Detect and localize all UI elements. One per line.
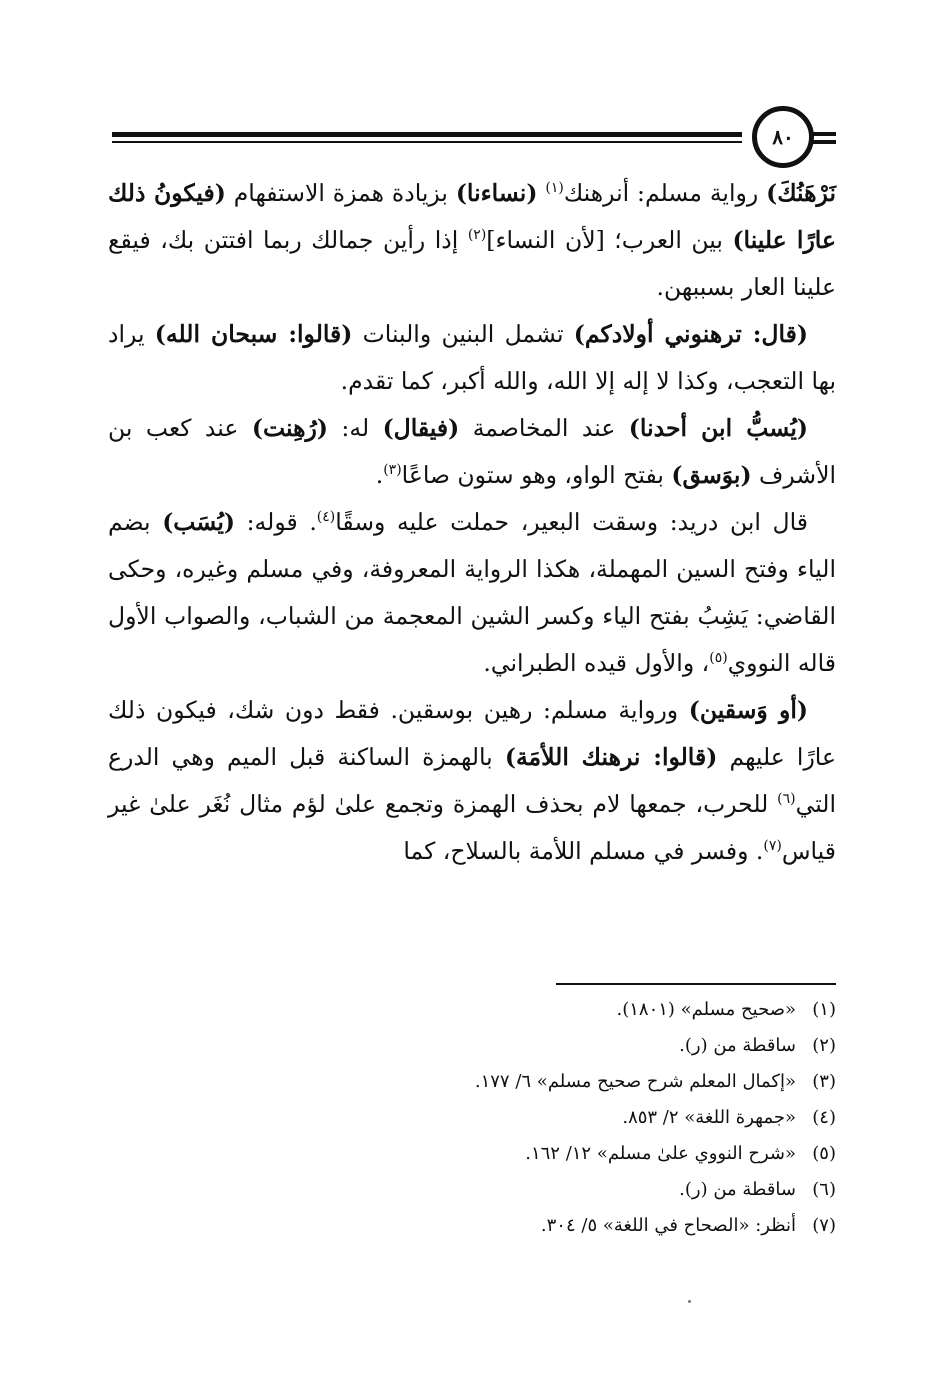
footnote-ref: (٢) bbox=[467, 227, 487, 244]
page-header bbox=[112, 106, 836, 166]
footnote bbox=[108, 1172, 836, 1208]
footnote bbox=[108, 1136, 836, 1172]
text-run: بين العرب؛ [لأن النساء] bbox=[486, 226, 733, 254]
footnote-text: «جمهرة اللغة» ٢/ ٨٥٣. bbox=[622, 1107, 796, 1128]
footnote-text: ساقطة من (ر). bbox=[679, 1179, 796, 1200]
text-run: ، والأول قيده الطبراني. bbox=[483, 649, 710, 677]
footnote-number: (٧) bbox=[812, 1215, 836, 1236]
footnote bbox=[108, 1208, 836, 1244]
page-number: ٨٠ bbox=[752, 106, 814, 168]
footnote-ref: (٥) bbox=[709, 650, 728, 667]
header-thin-rule bbox=[112, 141, 742, 143]
footnote-number: (٤) bbox=[812, 1107, 836, 1128]
footnote-ref: (١) bbox=[545, 180, 564, 197]
text-run: . قوله: bbox=[235, 508, 317, 536]
footnote bbox=[108, 1064, 836, 1100]
page-speck bbox=[688, 1300, 691, 1303]
footnote-number: (٥) bbox=[812, 1143, 836, 1164]
text-run: للحرب، جمعها لام بحذف الهمزة وتجمع علىٰ لؤم مثال نُغَر علىٰ غير قياس bbox=[108, 790, 836, 865]
footnote bbox=[108, 992, 836, 1028]
bold-phrase: (فيقال) bbox=[382, 414, 460, 442]
text-run: بضم الياء وفتح السين المهملة، هكذا الرواية المعروفة، وفي مسلم وغيره، وحكى القاضي: يَشِبُ بفتح الياء وكسر الشين المعجمة من الشباب، والصواب الأول قاله النووي bbox=[108, 508, 836, 677]
footnote-ref: (٤) bbox=[316, 509, 336, 526]
text-run: . وفسر في مسلم اللأمة بالسلاح، كما bbox=[403, 837, 764, 865]
bold-phrase: (فيكونُ ذلك عارًا علينا) bbox=[108, 179, 836, 254]
footnote-ref: (٦) bbox=[777, 791, 796, 808]
bold-phrase: (رُهِنت) bbox=[251, 414, 328, 442]
footnote-text: أنظر: «الصحاح في اللغة» ٥/ ٣٠٤. bbox=[540, 1215, 796, 1236]
text-run: له: bbox=[327, 414, 383, 442]
text-run: قال ابن دريد: وسقت البعير، حملت عليه وسقًا bbox=[335, 508, 808, 536]
bold-phrase: (أو وَسقين) bbox=[688, 696, 808, 724]
bold-phrase: (يُسَب) bbox=[162, 508, 236, 536]
footnote-number: (١) bbox=[812, 999, 836, 1020]
text-run: بفتح الواو، وهو ستون صاعًا bbox=[401, 461, 672, 489]
footnote-ref: (٧) bbox=[763, 838, 782, 855]
text-run: ورواية مسلم: رهين بوسقين. فقط دون شك، فيكون ذلك عارًا عليهم bbox=[108, 696, 836, 771]
paragraph bbox=[108, 405, 836, 499]
bold-phrase: (بوَسق) bbox=[671, 461, 752, 489]
footnote-text: ساقطة من (ر). bbox=[679, 1035, 796, 1056]
bold-phrase: (يُسبُّ ابن أحدنا) bbox=[628, 414, 808, 442]
bold-phrase: (قالوا: نرهنك اللأمَة) bbox=[504, 743, 718, 771]
paragraph bbox=[108, 311, 836, 405]
bold-phrase: (قال: ترهنوني أولادكم) bbox=[573, 320, 808, 348]
footnote-text: «صحيح مسلم» (١٨٠١). bbox=[616, 999, 796, 1020]
footnote-number: (٦) bbox=[812, 1179, 836, 1200]
text-run: إذا رأين جمالك ربما افتتن بك، فيقع علينا العار بسببهن. bbox=[108, 226, 836, 301]
bold-phrase: نَرْهَنُكَ) bbox=[766, 179, 836, 207]
bold-phrase: (نساءنا) bbox=[455, 179, 538, 207]
footnote bbox=[108, 1100, 836, 1136]
paragraph bbox=[108, 170, 836, 311]
text-run: . bbox=[375, 461, 384, 489]
footnotes bbox=[108, 992, 836, 1244]
header-thick-rule bbox=[112, 132, 742, 137]
paragraph bbox=[108, 687, 836, 875]
paragraph bbox=[108, 499, 836, 687]
text-run: عند كعب بن الأشرف bbox=[108, 414, 836, 489]
footnote-number: (٢) bbox=[812, 1035, 836, 1056]
footnote-number: (٣) bbox=[812, 1071, 836, 1092]
text-run: تشمل البنين والبنات bbox=[352, 320, 574, 348]
text-run: عند المخاصمة bbox=[459, 414, 629, 442]
footnote-ref: (٣) bbox=[383, 462, 402, 479]
text-run: بالهمزة الساكنة قبل الميم وهي الدرع التي bbox=[108, 743, 836, 818]
footnote bbox=[108, 1028, 836, 1064]
text-run: يراد بها التعجب، وكذا لا إله إلا الله، والله أكبر، كما تقدم. bbox=[108, 320, 836, 395]
text-run: رواية مسلم: أنرهنك bbox=[563, 179, 767, 207]
bold-phrase: (قالوا: سبحان الله) bbox=[154, 320, 353, 348]
footnote-separator bbox=[556, 983, 836, 985]
text-run: بزيادة همزة الاستفهام bbox=[225, 179, 456, 207]
footnote-text: «إكمال المعلم شرح صحيح مسلم» ٦/ ١٧٧. bbox=[474, 1071, 796, 1092]
footnote-text: «شرح النووي علىٰ مسلم» ١٢/ ١٦٢. bbox=[525, 1143, 796, 1164]
main-text bbox=[108, 170, 836, 875]
